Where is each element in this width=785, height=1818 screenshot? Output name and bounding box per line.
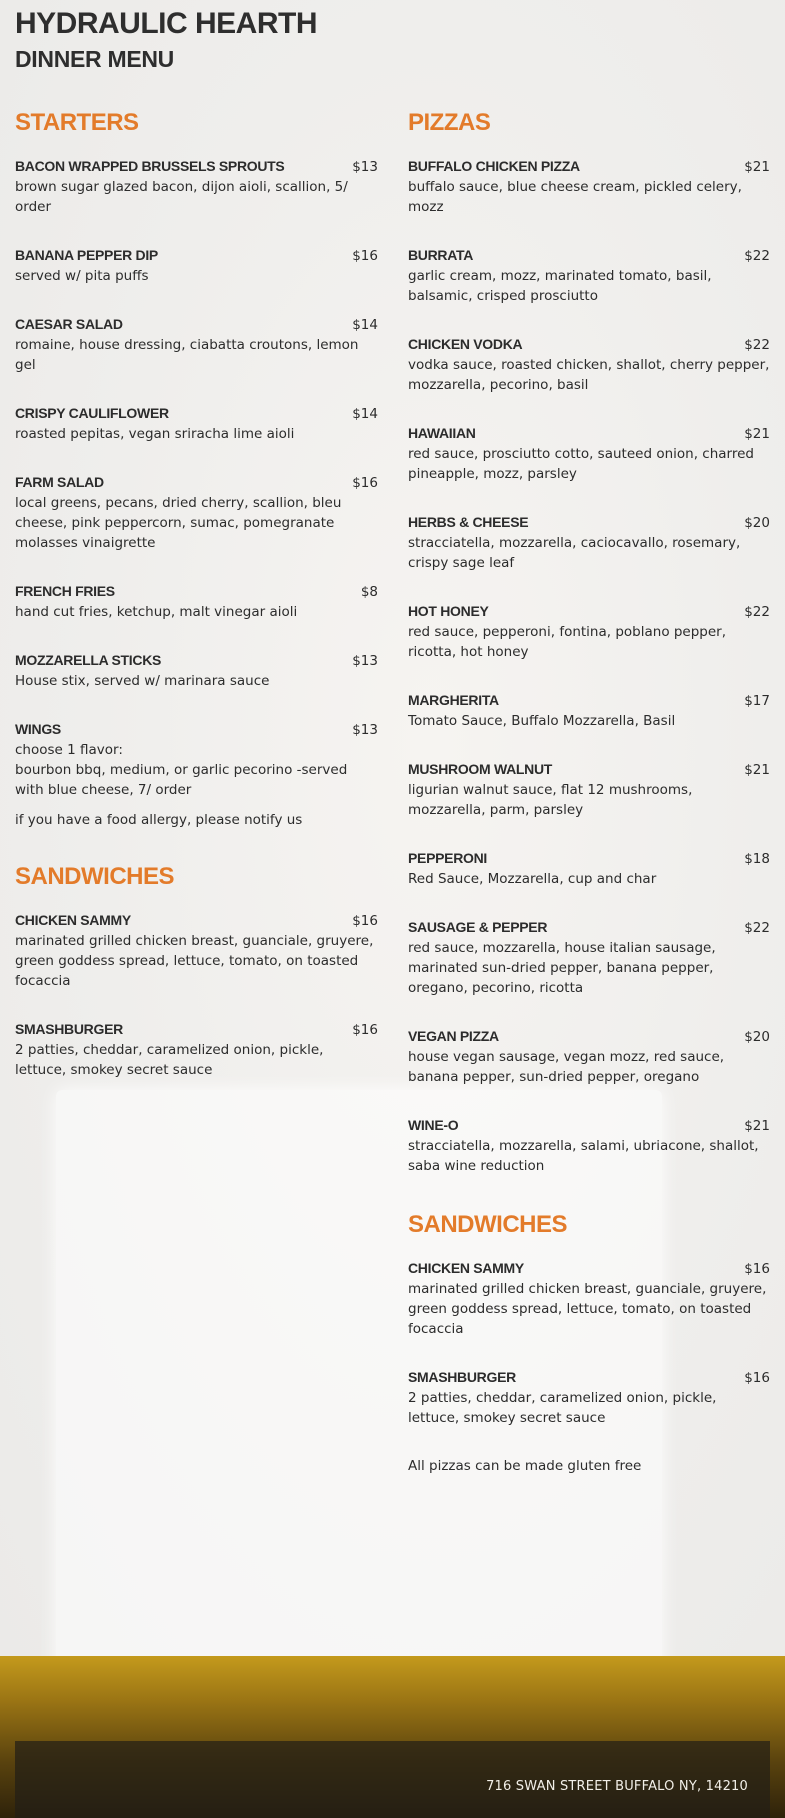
item-description: romaine, house dressing, ciabatta croutons, lemon gel: [15, 337, 359, 373]
item-price: $21: [744, 426, 770, 442]
menu-item: [408, 1367, 770, 1428]
item-description: buffalo sauce, blue cheese cream, pickled celery, mozz: [408, 179, 742, 215]
menu-item: [15, 472, 378, 553]
item-price: $16: [352, 248, 378, 264]
item-name: CHICKEN VODKA: [408, 336, 523, 352]
item-description-flavors: bourbon bbq, medium, or garlic pecorino -served with blue cheese, 7/ order: [15, 762, 348, 798]
item-description: garlic cream, mozz, marinated tomato, basil, balsamic, crisped prosciutto: [408, 268, 712, 304]
item-description: stracciatella, mozzarella, salami, ubriacone, shallot, saba wine reduction: [408, 1138, 759, 1174]
item-name: VEGAN PIZZA: [408, 1028, 499, 1044]
menu-item: [408, 1258, 770, 1339]
item-price: $8: [360, 584, 378, 600]
item-price: $13: [352, 722, 378, 738]
item-name: FRENCH FRIES: [15, 583, 115, 599]
item-name: CHICKEN SAMMY: [15, 912, 131, 928]
item-name: CAESAR SALAD: [15, 316, 123, 332]
menu-item: [15, 650, 378, 691]
item-description: House stix, served w/ marinara sauce: [15, 673, 270, 689]
gluten-free-note: All pizzas can be made gluten free: [408, 1458, 642, 1474]
item-name: SMASHBURGER: [408, 1369, 516, 1385]
item-description: choose 1 flavor:: [15, 742, 123, 758]
menu-item: [15, 245, 378, 286]
menu-item: [15, 1019, 378, 1080]
item-name: BANANA PEPPER DIP: [15, 247, 158, 263]
footer-bar: [15, 1741, 770, 1818]
menu-header: [15, 4, 317, 74]
item-description: marinated grilled chicken breast, guanciale, gruyere, green goddess spread, lettuce, tomato, on toasted focaccia: [408, 1281, 767, 1337]
item-name: WINE-O: [408, 1117, 459, 1133]
item-description: roasted pepitas, vegan sriracha lime aioli: [15, 426, 295, 442]
item-description: red sauce, pepperoni, fontina, poblano pepper, ricotta, hot honey: [408, 624, 727, 660]
item-price: $22: [744, 604, 770, 620]
item-description: ligurian walnut sauce, flat 12 mushrooms, mozzarella, parm, parsley: [408, 782, 693, 818]
item-name: CRISPY CAULIFLOWER: [15, 405, 169, 421]
menu-item: [408, 917, 770, 998]
item-name: PEPPERONI: [408, 850, 487, 866]
menu-item: [15, 314, 378, 375]
section-title-starters: STARTERS: [15, 109, 139, 136]
menu-item: [15, 910, 378, 991]
item-price: $22: [744, 337, 770, 353]
item-price: $16: [352, 475, 378, 491]
right-column: [408, 108, 770, 1476]
item-price: $16: [352, 1022, 378, 1038]
item-price: $21: [744, 762, 770, 778]
item-price: $14: [352, 406, 378, 422]
item-price: $14: [352, 317, 378, 333]
menu-item: [408, 334, 770, 395]
menu-item: [408, 423, 770, 484]
item-price: $21: [744, 1118, 770, 1134]
item-description: Tomato Sauce, Buffalo Mozzarella, Basil: [408, 713, 676, 729]
item-name: FARM SALAD: [15, 474, 104, 490]
section-title-sandwiches: SANDWICHES: [15, 863, 175, 890]
item-name: MOZZARELLA STICKS: [15, 652, 162, 668]
menu-item: [15, 156, 378, 217]
menu-item: [408, 759, 770, 820]
item-name: SMASHBURGER: [15, 1021, 123, 1037]
item-description: red sauce, prosciutto cotto, sauteed onion, charred pineapple, mozz, parsley: [408, 446, 754, 482]
section-title-pizzas: PIZZAS: [408, 109, 491, 136]
menu-title: DINNER MENU: [15, 46, 174, 72]
menu-item: [15, 403, 378, 444]
item-price: $20: [744, 1029, 770, 1045]
item-price: $17: [744, 693, 770, 709]
menu-item: [408, 512, 770, 573]
left-column: [15, 108, 378, 1108]
item-name: WINGS: [15, 721, 61, 737]
menu-item: [408, 1026, 770, 1087]
item-description: served w/ pita puffs: [15, 268, 149, 284]
item-price: $22: [744, 920, 770, 936]
item-name: HOT HONEY: [408, 603, 489, 619]
item-name: MARGHERITA: [408, 692, 499, 708]
section-title-sandwiches: SANDWICHES: [408, 1211, 568, 1238]
item-price: $16: [744, 1370, 770, 1386]
item-description: 2 patties, cheddar, caramelized onion, pickle, lettuce, smokey secret sauce: [408, 1390, 717, 1426]
restaurant-name: HYDRAULIC HEARTH: [15, 7, 317, 40]
item-price: $22: [744, 248, 770, 264]
menu-item: [408, 1115, 770, 1176]
item-description: hand cut fries, ketchup, malt vinegar aioli: [15, 604, 298, 620]
item-description: house vegan sausage, vegan mozz, red sauce, banana pepper, sun-dried pepper, oregano: [408, 1049, 725, 1085]
item-price: $13: [352, 159, 378, 175]
item-description: brown sugar glazed bacon, dijon aioli, scallion, 5/ order: [15, 179, 348, 215]
item-description: red sauce, mozzarella, house italian sausage, marinated sun-dried pepper, banana pepper, oregano, pecorino, ricotta: [408, 940, 716, 996]
item-name: BUFFALO CHICKEN PIZZA: [408, 158, 580, 174]
item-description: marinated grilled chicken breast, guanciale, gruyere, green goddess spread, lettuce, tomato, on toasted focaccia: [15, 933, 374, 989]
item-price: $20: [744, 515, 770, 531]
menu-item: [408, 245, 770, 306]
item-description: local greens, pecans, dried cherry, scallion, bleu cheese, pink peppercorn, sumac, pomegranate molasses vinaigrette: [15, 495, 342, 551]
item-name: BACON WRAPPED BRUSSELS SPROUTS: [15, 158, 285, 174]
item-name: HERBS & CHEESE: [408, 514, 529, 530]
item-price: $16: [352, 913, 378, 929]
item-name: HAWAIIAN: [408, 425, 476, 441]
item-name: SAUSAGE & PEPPER: [408, 919, 548, 935]
item-price: $16: [744, 1261, 770, 1277]
menu-item: [15, 581, 378, 622]
item-name: BURRATA: [408, 247, 474, 263]
menu-item: [15, 719, 378, 800]
menu-item: [408, 690, 770, 731]
item-description: vodka sauce, roasted chicken, shallot, cherry pepper, mozzarella, pecorino, basil: [408, 357, 770, 393]
menu-item: [408, 848, 770, 889]
item-description: stracciatella, mozzarella, caciocavallo, rosemary, crispy sage leaf: [408, 535, 741, 571]
menu-item: [408, 156, 770, 217]
item-description: 2 patties, cheddar, caramelized onion, pickle, lettuce, smokey secret sauce: [15, 1042, 324, 1078]
item-name: CHICKEN SAMMY: [408, 1260, 524, 1276]
item-price: $18: [744, 851, 770, 867]
item-price: $13: [352, 653, 378, 669]
restaurant-address: 716 SWAN STREET BUFFALO NY, 14210: [486, 1779, 748, 1794]
menu-item: [408, 601, 770, 662]
item-description: Red Sauce, Mozzarella, cup and char: [408, 871, 657, 887]
allergy-note: if you have a food allergy, please notify us: [15, 812, 303, 828]
item-name: MUSHROOM WALNUT: [408, 761, 553, 777]
item-price: $21: [744, 159, 770, 175]
